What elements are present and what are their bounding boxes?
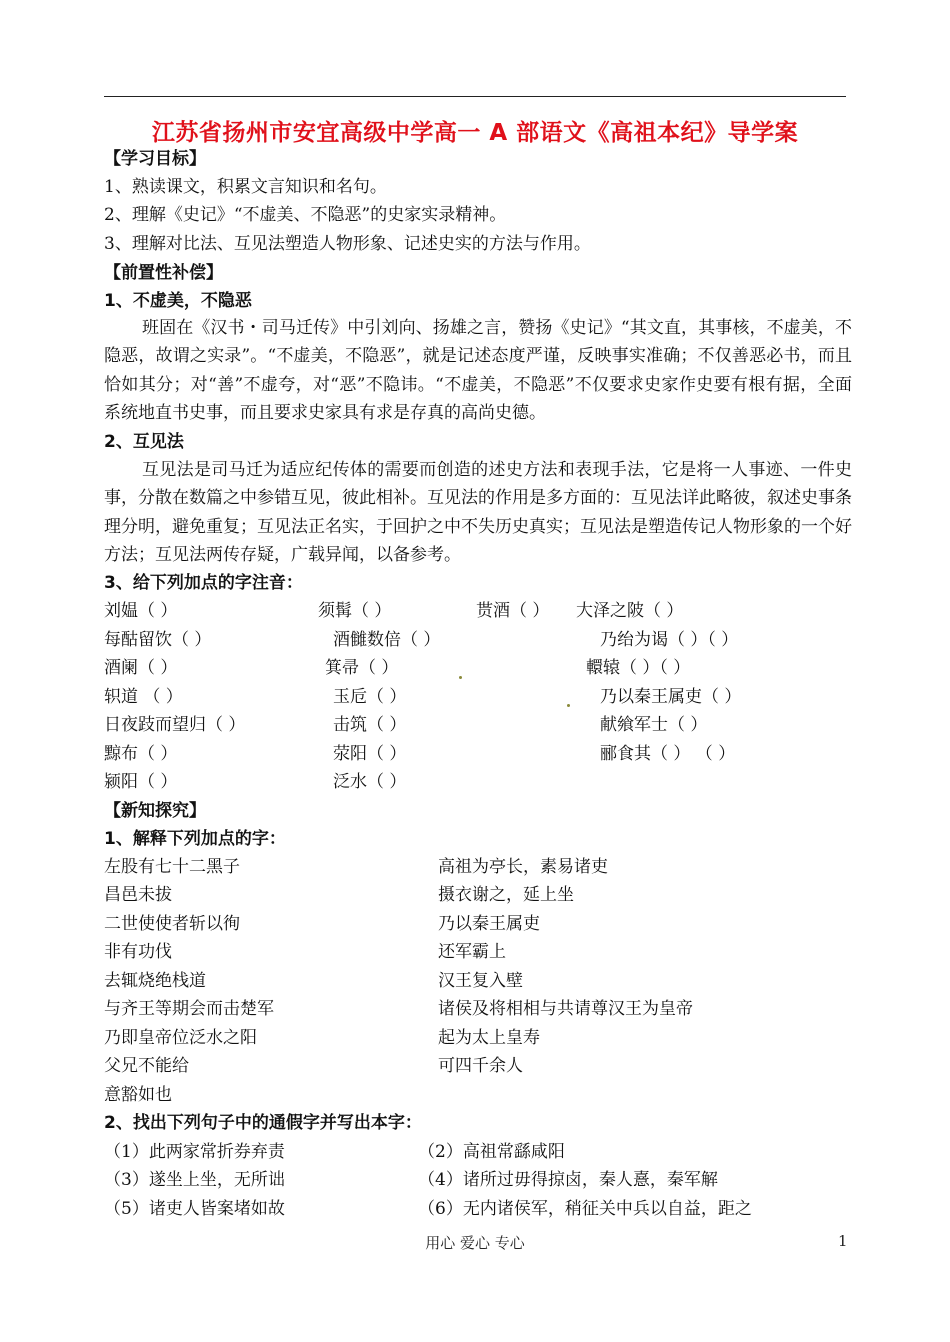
pinyin-item: 酒阑（ ） [104,658,178,678]
explain-item: 高祖为亭长，素易诸吏 [438,857,608,877]
explain-item: 左股有七十二黑子 [104,857,240,877]
pinyin-item: 玉卮（ ） [333,687,407,707]
explain-item: 乃即皇帝位泛水之阳 [104,1028,257,1048]
section-heading-explore: 【新知探究】 [104,801,206,821]
tongjia-item: （6）无内诸侯军，稍征关中兵以自益，距之 [418,1199,752,1219]
page-footer: 用心 爱心 专心 [425,1234,525,1252]
pinyin-item: 每酤留饮（ ） [104,630,212,650]
pinyin-item: 泛水（ ） [333,772,407,792]
tongjia-item: （2）高祖常繇咸阳 [418,1142,565,1162]
explain-item: 二世使使者斩以徇 [104,914,240,934]
section-heading-preface: 【前置性补偿】 [104,263,223,283]
pinyin-item: 荥阳（ ） [333,744,407,764]
explain-item: 还军霸上 [438,942,506,962]
explain-item: 摄衣谢之，延上坐 [438,885,574,905]
paragraph-buxumei: 班固在《汉书・司马迁传》中引刘向、扬雄之言，赞扬《史记》“其文直，其事核，不虚美，不隐恶，故谓之实录”。“不虚美，不隐恶”，就是记述态度严谨，反映事实准确；不仅善恶必书，而且恰如其分；对“善”不虚夸，对“恶”不隐讳。“不虚美，不隐恶”不仅要求史家作史要有根有据，全面系统地直书史事，而且要求史家具有求是存真的高尚史德。 [104,318,852,423]
subheading-tongjia: 2、找出下列句子中的通假字并写出本字： [104,1113,422,1133]
pinyin-item: 轘辕（ ）（ ） [586,658,691,678]
subheading-buxumei: 1、不虚美，不隐恶 [104,291,252,311]
pinyin-item: 箕帚（ ） [325,658,399,678]
page-number: 1 [838,1232,848,1250]
tongjia-item: （5）诸吏人皆案堵如故 [104,1199,285,1219]
explain-item: 诸侯及将相相与共请尊汉王为皇帝 [438,999,693,1019]
pinyin-item: 贳酒（ ） [476,601,550,621]
stray-dot [459,676,462,679]
pinyin-item: 郦食其（ ） （ ） [600,744,736,764]
subheading-hujianfa: 2、互见法 [104,432,184,452]
pinyin-item: 酒雠数倍（ ） [333,630,441,650]
tongjia-item: （4）诸所过毋得掠卤，秦人憙，秦军解 [418,1170,718,1190]
subheading-pinyin: 3、给下列加点的字注音： [104,573,303,593]
explain-item: 汉王复入壁 [438,971,523,991]
paragraph-hujianfa: 互见法是司马迁为适应纪传体的需要而创造的述史方法和表现手法，它是将一人事迹、一件史事，分散在数篇之中参错互见，彼此相补。互见法的作用是多方面的：互见法详此略彼，叙述史事条理分明，避免重复；互见法正名实，于回护之中不失历史真实；互见法是塑造传记人物形象的一个好方法；互见法两传存疑，广载异闻，以备参考。 [104,460,852,565]
pinyin-item: 刘媪（ ） [104,601,178,621]
goal-item: 3、理解对比法、互见法塑造人物形象、记述史实的方法与作用。 [104,234,591,254]
pinyin-item: 须髯（ ） [318,601,392,621]
subheading-explain: 1、解释下列加点的字： [104,829,286,849]
tongjia-item: （1）此两家常折券弃责 [104,1142,285,1162]
goal-item: 2、理解《史记》“不虚美、不隐恶”的史家实录精神。 [104,205,507,225]
section-heading-goals: 【学习目标】 [104,149,206,169]
explain-item: 意豁如也 [104,1085,172,1105]
explain-item: 起为太上皇寿 [438,1028,540,1048]
pinyin-item: 日夜跂而望归（ ） [104,715,246,735]
pinyin-item: 击筑（ ） [333,715,407,735]
explain-item: 非有功伐 [104,942,172,962]
pinyin-item: 大泽之陂（ ） [576,601,684,621]
explain-item: 可四千余人 [438,1056,523,1076]
explain-item: 昌邑未拔 [104,885,172,905]
pinyin-item: 黥布（ ） [104,744,178,764]
explain-item: 乃以秦王属吏 [438,914,540,934]
pinyin-item: 献飨军士（ ） [600,715,708,735]
stray-dot [567,704,570,707]
goal-item: 1、熟读课文，积累文言知识和名句。 [104,177,387,197]
explain-item: 与齐王等期会而击楚军 [104,999,274,1019]
explain-item: 父兄不能给 [104,1056,189,1076]
pinyin-item: 乃绐为谒（ ）（ ） [600,630,739,650]
tongjia-item: （3）遂坐上坐，无所诎 [104,1170,285,1190]
explain-item: 去辄烧绝栈道 [104,971,206,991]
pinyin-item: 轵道 （ ） [104,687,183,707]
document-title: 江苏省扬州市安宜高级中学高一 A 部语文《高祖本纪》导学案 [151,120,799,146]
pinyin-item: 颍阳（ ） [104,772,178,792]
pinyin-item: 乃以秦王属吏（ ） [600,687,742,707]
header-rule [104,96,846,97]
